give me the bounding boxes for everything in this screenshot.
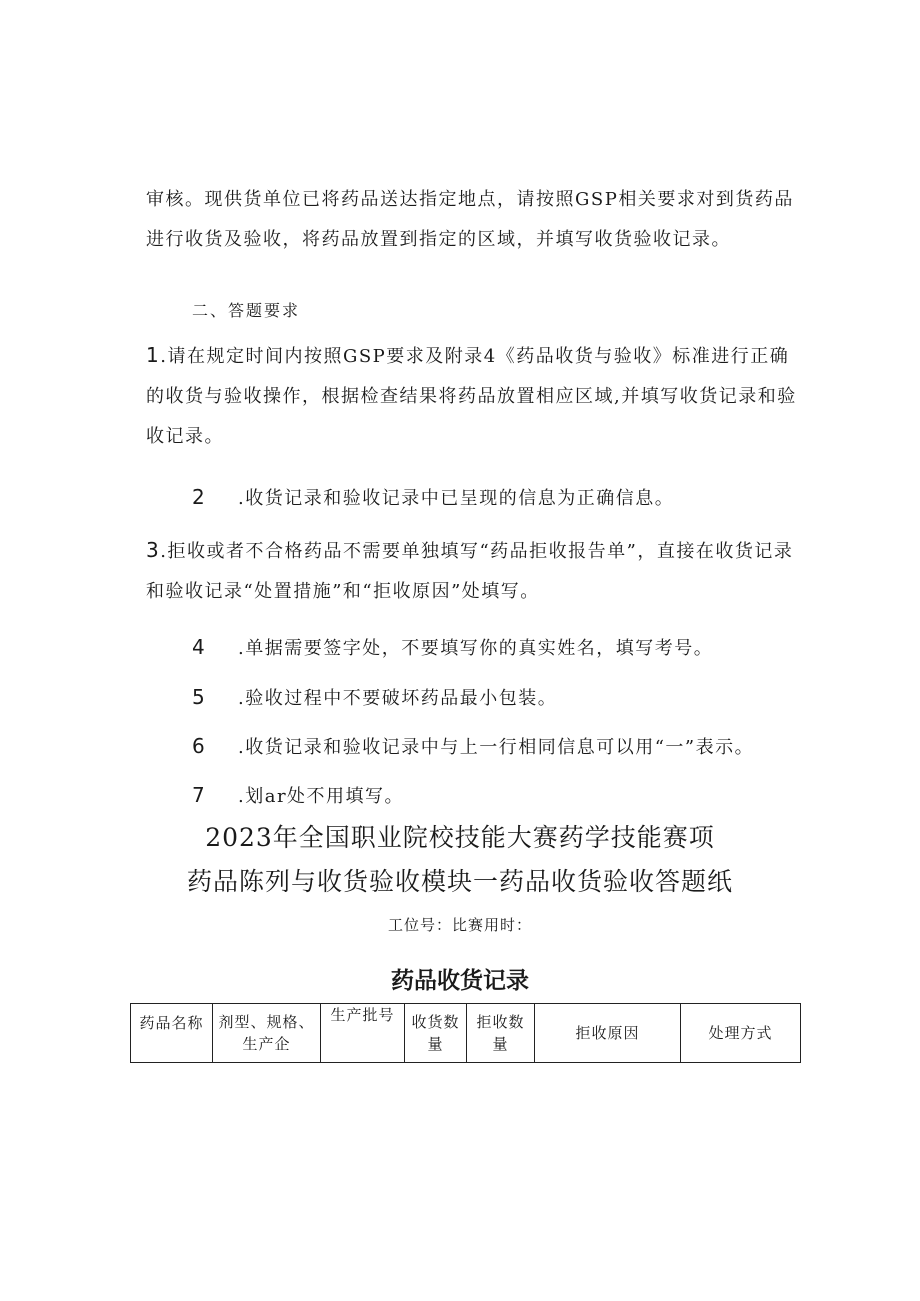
- requirement-number: 1: [146, 343, 161, 367]
- requirement-2: [192, 484, 674, 510]
- intro-paragraph: 审核。现供货单位已将药品送达指定地点，请按照GSP相关要求对到货药品进行收货及验收，将药品放置到指定的区域，并填写收货验收记录。: [146, 189, 794, 250]
- header-handling-method: 处理方式: [681, 1004, 801, 1063]
- requirement-number: 4: [192, 635, 207, 659]
- requirement-text: .拒收或者不合格药品不需要单独填写“药品拒收报告单”，直接在收货记录和验收记录“处置措施”和“拒收原因”处填写。: [146, 541, 794, 602]
- requirement-text: .请在规定时间内按照GSP要求及附录4《药品收货与验收》标准进行正确的收货与验收操作，根据检查结果将药品放置相应区域,并填写收货记录和验收记录。: [146, 346, 797, 447]
- table-header-row: [131, 1004, 801, 1063]
- receiving-record-title: 药品收货记录: [391, 968, 529, 994]
- requirement-text: .验收过程中不要破坏药品最小包装。: [238, 688, 558, 709]
- requirement-3: [146, 530, 806, 612]
- requirement-7: [192, 782, 404, 808]
- workstation-time-line: 工位号：比赛用时：: [387, 916, 532, 934]
- receiving-record-table: [130, 1003, 801, 1063]
- section-heading: 二、答题要求: [192, 301, 301, 320]
- requirement-number: 7: [192, 783, 207, 807]
- header-rejection-reason: 拒收原因: [535, 1004, 681, 1063]
- header-dosage-spec-manufacturer: 剂型、规格、生产企: [213, 1004, 321, 1063]
- header-batch-number: 生产批号: [321, 1004, 405, 1063]
- header-drug-name: 药品名称: [131, 1004, 213, 1063]
- document-subtitle: 药品陈列与收货验收模块一药品收货验收答题纸: [186, 867, 733, 896]
- requirement-5: [192, 684, 557, 710]
- header-received-quantity: 收货数量: [405, 1004, 467, 1063]
- requirement-4: [192, 634, 713, 660]
- requirement-text: .划ar处不用填写。: [238, 786, 405, 807]
- requirement-number: 2: [192, 485, 207, 509]
- document-title: 2023年全国职业院校技能大赛药学技能赛项: [205, 823, 715, 852]
- requirement-number: 5: [192, 685, 207, 709]
- requirement-6: [192, 733, 754, 759]
- requirement-1: [146, 335, 806, 457]
- header-rejected-quantity: 拒收数量: [467, 1004, 535, 1063]
- requirement-number: 6: [192, 734, 207, 758]
- requirement-text: .单据需要签字处，不要填写你的真实姓名，填写考号。: [238, 638, 714, 659]
- requirement-text: .收货记录和验收记录中与上一行相同信息可以用“一”表示。: [238, 737, 755, 758]
- requirement-number: 3: [146, 538, 161, 562]
- requirement-text: .收货记录和验收记录中已呈现的信息为正确信息。: [238, 488, 675, 509]
